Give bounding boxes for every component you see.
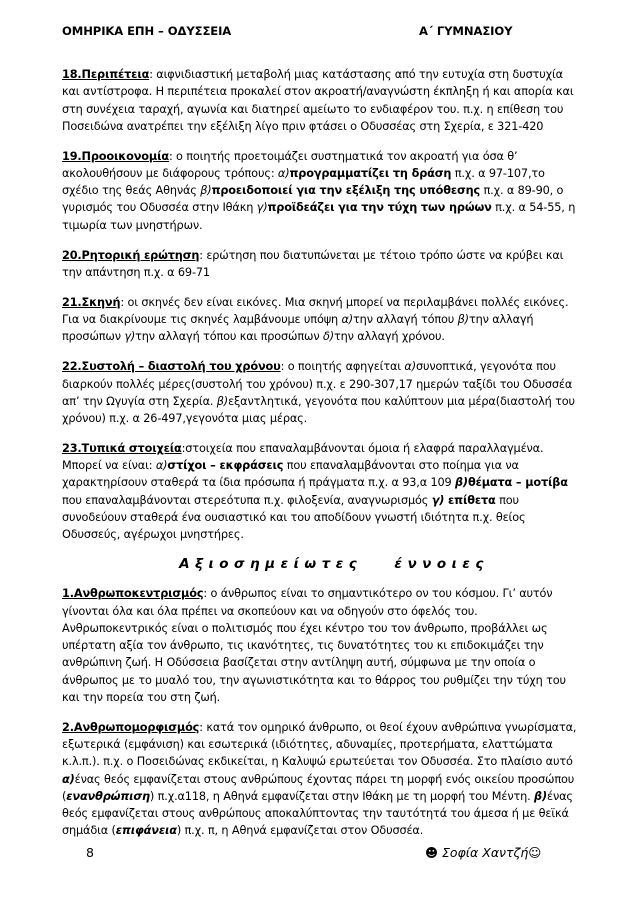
text-20: : ερώτηση που διατυπώνεται με τέτοιο τρόπο ώστε να κρύβει και την απάντηση π.χ. α 69-71 — [62, 248, 564, 279]
smiley-white-icon: ☺ — [528, 845, 542, 860]
text-23-c: που επαναλαμβάνονται στερεότυπα π.χ. φιλοξενία, αναγνωρισμός — [62, 493, 432, 507]
text-19-d: π.χ. α 54-55, η τιμωρία των μνηστήρων. — [62, 201, 576, 232]
section-23 — [62, 440, 578, 544]
text-21-c: την αλλαγή προσώπων — [62, 313, 534, 344]
term-concept-2: 2.Ανθρωπομορφισμός — [62, 720, 200, 734]
marker: δ) — [322, 330, 334, 344]
term-20: 20.Ρητορική ερώτηση — [62, 248, 200, 262]
text-21-a: : οι σκηνές δεν είναι εικόνες. Μια σκηνή μπορεί να περιλαμβάνει πολλές εικόνες. Για να διακρίνουμε τις σκηνές λαμβάνουμε υπόψη — [62, 295, 569, 327]
marker: γ) — [256, 201, 268, 215]
document-body — [62, 66, 578, 852]
text-concept-2-e: ) π.χ. π, η Αθηνά εμφανίζεται στον Οδυσσέα. — [176, 824, 424, 838]
text-21-d: την αλλαγή τόπου και προσώπων — [135, 330, 323, 344]
author-name: Σοφία Χαντζή — [442, 845, 529, 860]
marker: β) — [457, 313, 469, 327]
marker: β) — [534, 789, 547, 803]
page-footer — [86, 845, 566, 863]
text-concept-2-c: ) π.χ.α118, η Αθηνά εμφανίζεται στην Ιθάκη με τη μορφή του Μέντη. — [149, 789, 535, 803]
text-19-b: π.χ. α 97-107,το σχέδιο της θεάς Αθηνάς — [62, 166, 545, 198]
term-concept-1: 1.Ανθρωποκεντρισμός — [62, 587, 204, 601]
marker: γ) — [431, 493, 445, 507]
text-concept-2-a: : κατά τον ομηρικό άνθρωπο, οι θεοί έχουν ανθρώπινα γνωρίσματα, εξωτερικά (εμφάνιση) και εσωτερικά (ιδιότητες, αδυναμίες, προτερήματα, ελαττώματα κ.λ.π.). π.χ. ο Ποσειδώνας εκδικείται, η Καλυψώ ερωτεύεται τον Οδυσσέα. Στο πλαίσιο αυτό — [62, 720, 577, 769]
concept-1 — [62, 585, 578, 706]
smiley-black-icon: ☻ — [425, 845, 439, 860]
section-19 — [62, 148, 578, 234]
marker: α) — [277, 166, 290, 180]
bold-phrase: θέματα – μοτίβα — [467, 476, 568, 490]
bold-phrase: προγραμματίζει τη δράση — [289, 166, 452, 180]
term-23: 23.Τυπικά στοιχεία — [62, 441, 182, 455]
term-19: 19.Προοικονομία — [62, 149, 169, 163]
text-21-b: την αλλαγή τόπου — [353, 313, 458, 327]
bold-phrase: στίχοι – εκφράσεις — [167, 459, 284, 473]
header-class: Α΄ ΓΥΜΝΑΣΙΟΥ — [419, 24, 513, 38]
term-21: 21.Σκηνή — [62, 295, 121, 309]
term-18: 18.Περιπέτεια — [62, 68, 150, 81]
marker: α) — [155, 459, 168, 473]
marker: β) — [455, 476, 468, 490]
bold-phrase: προειδοποιεί για την εξέλιξη της υπόθεσης — [211, 184, 481, 198]
bold-italic-term: ενανθρώπιση — [66, 789, 150, 803]
marker: γ) — [124, 330, 136, 344]
footer-author — [425, 845, 541, 860]
page-number: 8 — [86, 845, 94, 860]
text-22-a: : ο ποιητής αφηγείται — [280, 360, 405, 374]
bold-phrase: προϊδεάζει για την τύχη των ηρώων — [267, 201, 492, 215]
section-22 — [62, 358, 578, 427]
text-21-e: την αλλαγή χρόνου. — [333, 330, 445, 344]
header-title: ΟΜΗΡΙΚΑ ΕΠΗ – ΟΔΥΣΣΕΙΑ — [62, 24, 232, 38]
text-23-d: που συνοδεύουν σταθερά ένα ουσιαστικό και του αποδίδουν γνωστή ιδιότητα π.χ. θείος Οδυσσεύς, αγέρωχοι μνηστήρες. — [62, 493, 526, 542]
page-header — [62, 24, 574, 40]
term-22: 22.Συστολή – διαστολή του χρόνου — [62, 360, 281, 374]
marker: β) — [200, 184, 212, 198]
bold-phrase: επίθετα — [444, 493, 496, 507]
section-18 — [62, 66, 578, 135]
text-concept-2-b: ένας θεός εμφανίζεται στους ανθρώπους έχοντας πάρει τη μορφή ενός οικείου προσώπου ( — [62, 772, 575, 803]
text-concept-2-d: ένας θεός εμφανίζεται στους ανθρώπους αποκαλύπτοντας την ταυτότητά του άμεσα ή με θεϊκά σημάδια ( — [62, 789, 573, 838]
text-23-a: :στοιχεία που επαναλαμβάνονται όμοια ή ελαφρά παραλλαγμένα. Μπορεί να είναι: — [62, 441, 544, 473]
marker: α) — [341, 313, 354, 327]
marker: α) — [404, 360, 416, 374]
text-22-c: εξαντλητικά, γεγονότα που καλύπτουν μια μέρα(διαστολή του χρόνου) π.χ. α 26-497,γεγονότα μιας μέρας. — [62, 394, 575, 425]
text-22-b: συνοπτικά, γεγονότα που διαρκούν πολλές μέρες(συστολή του χρόνου) π.χ. ε 290-307,17 ημερών ταξίδι του Οδυσσέα απ’ την Ωγυγία στη Σχερία. — [62, 360, 573, 408]
text-19-a: : ο ποιητής προετοιμάζει συστηματικά τον ακροατή για όσα θ’ ακολουθήσουν με διάφορους τρόπους: — [62, 149, 518, 180]
text-18: : αιφνιδιαστική μεταβολή μιας κατάστασης από την ευτυχία στη δυστυχία και αντίστροφα. Η περιπέτεια προκαλεί στον ακροατή/αναγνώστη έκπληξη ή και απορία και στη συνέχεια ταραχή, αγωνία και διατηρεί αμείωτο το ενδιαφέρον του. π.χ. η επίθεση του Ποσειδώνα ανατρέπει την εξέλιξη λίγο πριν φτάσει ο Οδυσσέας στη Σχερία, ε 321-420 — [62, 68, 574, 133]
text-23-b: που επαναλαμβάνονται στο ποίημα για να χαρακτηρίσουν σταθερά τα ίδια πρόσωπα ή πράγματα π.χ. α 93,α 109 — [62, 459, 519, 490]
section-20 — [62, 247, 578, 282]
concept-2 — [62, 719, 578, 840]
text-concept-1: : ο άνθρωπος είναι το σημαντικότερο ον του κόσμου. Γι’ αυτόν γίνονται όλα και όλα πρέπει να σκοπεύουν και να οδηγούν στο όφελός του. Ανθρωποκεντρικός είναι ο πολιτισμός που έχει κέντρο του τον άνθρωπο, προβάλλει ως υπέρτατη αξία τον άνθρωπο, τις ικανότητες, τις δυνατότητες του κι επιδοκιμάζει την ανθρώπινη ζωή. Η Οδύσσεια βασίζεται στην αντίληψη αυτή, σύμφωνα με την οποία ο άνθρωπος με το μυαλό του, την αγωνιστικότητα και το θάρρος του ρυθμίζει την τύχη του και την πορεία του στη ζωή. — [62, 587, 566, 704]
bold-italic-term: επιφάνεια — [115, 824, 177, 838]
marker: α) — [62, 772, 75, 786]
section-21 — [62, 294, 578, 346]
section-heading: Αξιοσημείωτες έννοιες — [179, 556, 489, 573]
marker: β) — [216, 394, 229, 408]
text-19-c: π.χ. α 89-90, ο γυρισμός του Οδυσσέα στην Ιθάκη — [62, 184, 564, 215]
